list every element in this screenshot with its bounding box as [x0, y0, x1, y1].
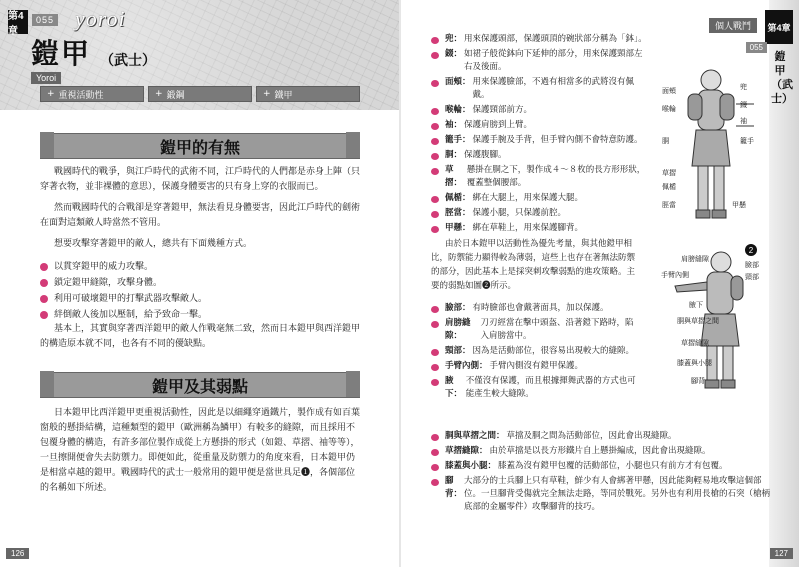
term: 肩膀縫隙：	[445, 318, 471, 341]
section1-bullets	[40, 260, 360, 324]
bullet-icon	[431, 364, 439, 371]
parts-list-1	[431, 33, 651, 237]
term: 喉輪：	[445, 105, 471, 115]
section-label: 個人戰鬥	[709, 18, 757, 33]
list-item	[431, 222, 651, 235]
entry-code-right: 055	[746, 42, 767, 53]
tag-1-label: 重視活動性	[58, 90, 104, 101]
list-item	[431, 119, 651, 132]
parts-list-2	[431, 302, 641, 403]
fig2-label: 頸部	[745, 273, 759, 281]
bullet-icon	[40, 295, 48, 303]
section2-paragraph: 日本鎧甲比西洋鎧甲更重視活動性，因此是以細繩穿過鐵片，製作成有如百葉窗般的懸掛結構，這種類型的鎧甲（歐洲稱為鱗甲）有較多的縫隙，而且採用不包覆身體的構造，有許多部位製作成從上方懸掛的形式（如鎧、草摺、袖等等），一旦擦開便會失去防禦力。即便如此，從重量及防禦力的角度來看，日本鎧甲仍是相當卓越的鎧甲。戰國時代的武士一般常用的鎧甲便是當世具足❶，各個部位的名稱如下所述。	[40, 408, 361, 493]
definition: 保護小腿，只保護前腔。	[472, 208, 567, 218]
fig2-label: 膝蓋與小腿	[677, 359, 712, 367]
bullet-icon	[431, 211, 439, 218]
list-item	[40, 308, 360, 322]
bullet-icon	[431, 226, 439, 233]
chapter-tab-left: 第4章	[8, 10, 28, 34]
definition: 草擋及胴之間為活動部位，因此會出現縫隙。	[506, 431, 677, 441]
section1-paragraph-1: 戰國時代的戰爭，與江戶時代的武術不同，江戶時代的人們都是赤身上陣（只穿著衣物，並非裸體的意思），保護身體要害的只有身上穿的衣服而已。	[40, 167, 361, 192]
section1-after-paragraph: 基本上，其實與穿著西洋鎧甲的敵人作戰毫無二致，然而日本鎧甲與西洋鎧甲的構造原本就不同，也各有不同的優缺點。	[40, 324, 361, 349]
ribbon-right	[346, 132, 360, 158]
definition: 因為是活動部位，很容易出現較大的縫隙。	[472, 346, 635, 356]
term: 膝蓋與小腿：	[445, 461, 497, 471]
bullet-text: 鎖定鎧甲縫隙，攻擊身體。	[54, 278, 163, 288]
term: 甲懸：	[445, 223, 471, 233]
bullet-text: 以貫穿鎧甲的威力攻擊。	[54, 262, 154, 272]
list-item	[431, 475, 771, 514]
bullet-icon	[431, 349, 439, 356]
bullet-icon	[40, 279, 48, 287]
term: 籠手：	[445, 135, 471, 145]
bullet-icon	[431, 379, 439, 386]
left-page	[0, 0, 399, 567]
term: 臉部：	[445, 303, 471, 313]
bullet-icon	[431, 434, 439, 441]
parts-list-3	[431, 430, 771, 516]
bullet-icon	[431, 196, 439, 203]
term: 兜：	[445, 34, 463, 44]
bullet-icon	[431, 37, 439, 44]
list-item	[40, 260, 360, 274]
tag-3-label: 鐵甲	[274, 90, 293, 101]
bullet-icon	[431, 108, 439, 115]
tag-2-label: 鍛鋼	[166, 90, 185, 101]
bullet-icon	[40, 263, 48, 271]
section2-text	[40, 406, 360, 502]
term: 草摺：	[445, 165, 463, 188]
term: 草摺縫隙：	[445, 446, 488, 456]
bullet-icon	[431, 52, 439, 59]
term: 腋下：	[445, 376, 463, 399]
fig1-label: 脛當	[662, 201, 676, 209]
bullet-icon	[40, 311, 48, 319]
chapter-tab-right: 第4章	[765, 10, 793, 44]
term: 面頰：	[445, 77, 471, 87]
figure-badge-icon: 2	[745, 244, 757, 256]
definition: 有時臉部也會戴著面具，加以保護。	[472, 303, 609, 313]
list-item	[431, 375, 641, 401]
definition: 大部分的士兵腳上只有草鞋，鮮少有人會綁著甲懸，因此能夠輕易地攻擊這個部位。一旦腳背受傷就完全無法走路，等同於戰死。另外也有利用長槍的石突（槍柄底部的金屬零件）攻擊腳背的技巧。	[464, 476, 771, 512]
definition: 綁在草鞋上，用來保護腳背。	[472, 223, 584, 233]
term: 錣：	[445, 49, 463, 59]
bullet-icon	[431, 479, 439, 486]
fig1-label: 兜	[740, 83, 747, 91]
armor-figure-2	[651, 246, 763, 392]
definition: 如裙子般從鉢向下延伸的部分，用來保護頸部左右及後面。	[464, 49, 643, 72]
fig1-label: 喉輪	[662, 105, 676, 113]
bullet-icon	[431, 153, 439, 160]
fig2-label: 臉部	[745, 261, 759, 269]
bullet-text: 利用可破壞鎧甲的打擊武器攻擊敵人。	[54, 294, 208, 304]
script-title: yoroi	[75, 6, 126, 31]
list-item	[40, 276, 360, 290]
fig1-label: 佩楯	[662, 183, 676, 191]
list-item	[431, 445, 771, 458]
section1-paragraph-3: 想要攻擊穿著鎧甲的敵人，總共有下面幾種方式。	[54, 239, 253, 249]
section1-banner	[40, 133, 360, 159]
armor-figure-1	[656, 64, 761, 232]
definition: 保護腹腳。	[464, 150, 507, 160]
plus-icon: +	[47, 89, 55, 99]
list-item	[431, 48, 651, 74]
term: 胴與草摺之間：	[445, 431, 505, 441]
definition: 綁在大腿上，用來保護大腿。	[472, 193, 584, 203]
bullet-icon	[431, 464, 439, 471]
ribbon-left	[40, 132, 54, 158]
fig1-label: 面頰	[662, 87, 676, 95]
fig1-label: 錣	[740, 101, 747, 109]
plus-icon: +	[263, 89, 271, 99]
section2-title: 鎧甲及其弱點	[151, 376, 248, 396]
fig1-label: 袖	[740, 117, 747, 125]
romaji-label: Yoroi	[31, 72, 61, 84]
section1-text	[40, 165, 360, 258]
list-item	[431, 430, 771, 443]
right-page	[401, 0, 799, 567]
side-title: 鎧甲（武士）	[771, 50, 793, 105]
section1-title: 鎧甲的有無	[159, 137, 240, 157]
armor-weakness-paragraph: 由於日本鎧甲以活動性為優先考量，與其他鎧甲相比，防禦能力顯得較為薄弱，這些上也存在著無法防禦的部分，因此基本上是採突刺攻擊弱點的進攻策略。主要的弱點如圖❷所示。	[431, 239, 636, 291]
term: 手臂內側：	[445, 361, 488, 371]
fig2-label: 肩膀縫隙	[681, 255, 709, 263]
list-item	[431, 192, 651, 205]
page-number-left: 126	[6, 548, 29, 559]
list-item	[431, 207, 651, 220]
entry-code-left: 055	[32, 14, 58, 26]
fig2-label: 腋下	[689, 301, 703, 309]
bullet-icon	[431, 138, 439, 145]
tag-2	[148, 86, 252, 102]
definition: 刀刃經當在擊中頭盔、沿著鎧下路時，陷入肩膀當中。	[480, 318, 634, 341]
fig1-label: 草摺	[662, 169, 676, 177]
list-item	[40, 292, 360, 306]
ribbon-right	[346, 371, 360, 397]
fig2-label: 胴與草摺之間	[677, 317, 719, 325]
fig2-label: 腳背	[691, 377, 705, 385]
fig2-label: 手臂內側	[661, 271, 689, 279]
list-item	[431, 33, 651, 46]
page-number-right: 127	[770, 548, 793, 559]
plus-icon: +	[155, 89, 163, 99]
definition: 膝蓋為沒有鎧甲包覆的活動部位，小腿也只有前方才有包覆。	[498, 461, 728, 471]
bullet-icon	[431, 321, 439, 328]
list-item	[431, 104, 651, 117]
definition: 保護肩膀到上臂。	[464, 120, 533, 130]
list-item	[431, 302, 641, 315]
tag-1	[40, 86, 144, 102]
definition: 由於草擋是以長方形鐵片自上懸掛編成，因此會出現縫隙。	[489, 446, 711, 456]
definition: 懸掛在胴之下，製作成４～８枚的長方形形狀，覆蓋整個腰部。	[466, 165, 646, 188]
definition: 用來保護臉部，不過有相當多的武將沒有佩戴。	[472, 77, 635, 100]
list-item	[431, 360, 641, 373]
list-item	[431, 76, 651, 102]
definition: 保護頸部前方。	[472, 105, 533, 115]
section1-paragraph-2: 然而戰國時代的合戰卻是穿著鎧甲，無法看見身體要害，因此江戶時代的劍術在面對這類敵人時當然不管用。	[40, 203, 361, 228]
fig1-label: 胴	[662, 137, 669, 145]
term: 佩楯：	[445, 193, 471, 203]
term: 腳背：	[445, 476, 463, 499]
bullet-icon	[431, 123, 439, 130]
tag-3	[256, 86, 360, 102]
term: 脛當：	[445, 208, 471, 218]
list-item	[431, 164, 651, 190]
definition: 不僅沒有保護，而且根據揮舞武器的方式也可能產生較大縫隙。	[465, 376, 636, 399]
definition: 保護手腕及手背，但手臂內側不會特意防護。	[472, 135, 643, 145]
tag-row	[40, 86, 360, 102]
ribbon-left	[40, 371, 54, 397]
fig1-label: 甲懸	[732, 201, 746, 209]
definition: 用來保護頭部，保護頭頂的碗狀部分稱為「鉢」。	[464, 34, 647, 44]
section1-after-text	[40, 322, 360, 358]
list-item	[431, 317, 641, 343]
list-item	[431, 345, 641, 358]
list-item	[431, 134, 651, 147]
section2-banner	[40, 372, 360, 398]
bullet-icon	[431, 306, 439, 313]
fig1-label: 籠手	[740, 137, 754, 145]
bullet-text: 絆倒敵人後加以壓制，給予致命一擊。	[54, 310, 208, 320]
term: 胴：	[445, 150, 463, 160]
bullet-icon	[431, 80, 439, 87]
list-item	[431, 149, 651, 162]
fig2-label: 草摺縫隙	[681, 339, 709, 347]
term: 袖：	[445, 120, 463, 130]
list-item	[431, 460, 771, 473]
term: 頸部：	[445, 346, 471, 356]
bullet-icon	[431, 449, 439, 456]
definition: 手臂內側沒有鎧甲保護。	[489, 361, 584, 371]
page-title: 鎧甲	[31, 37, 92, 70]
page-subtitle: （武士）	[100, 53, 156, 69]
bullet-icon	[431, 168, 439, 175]
